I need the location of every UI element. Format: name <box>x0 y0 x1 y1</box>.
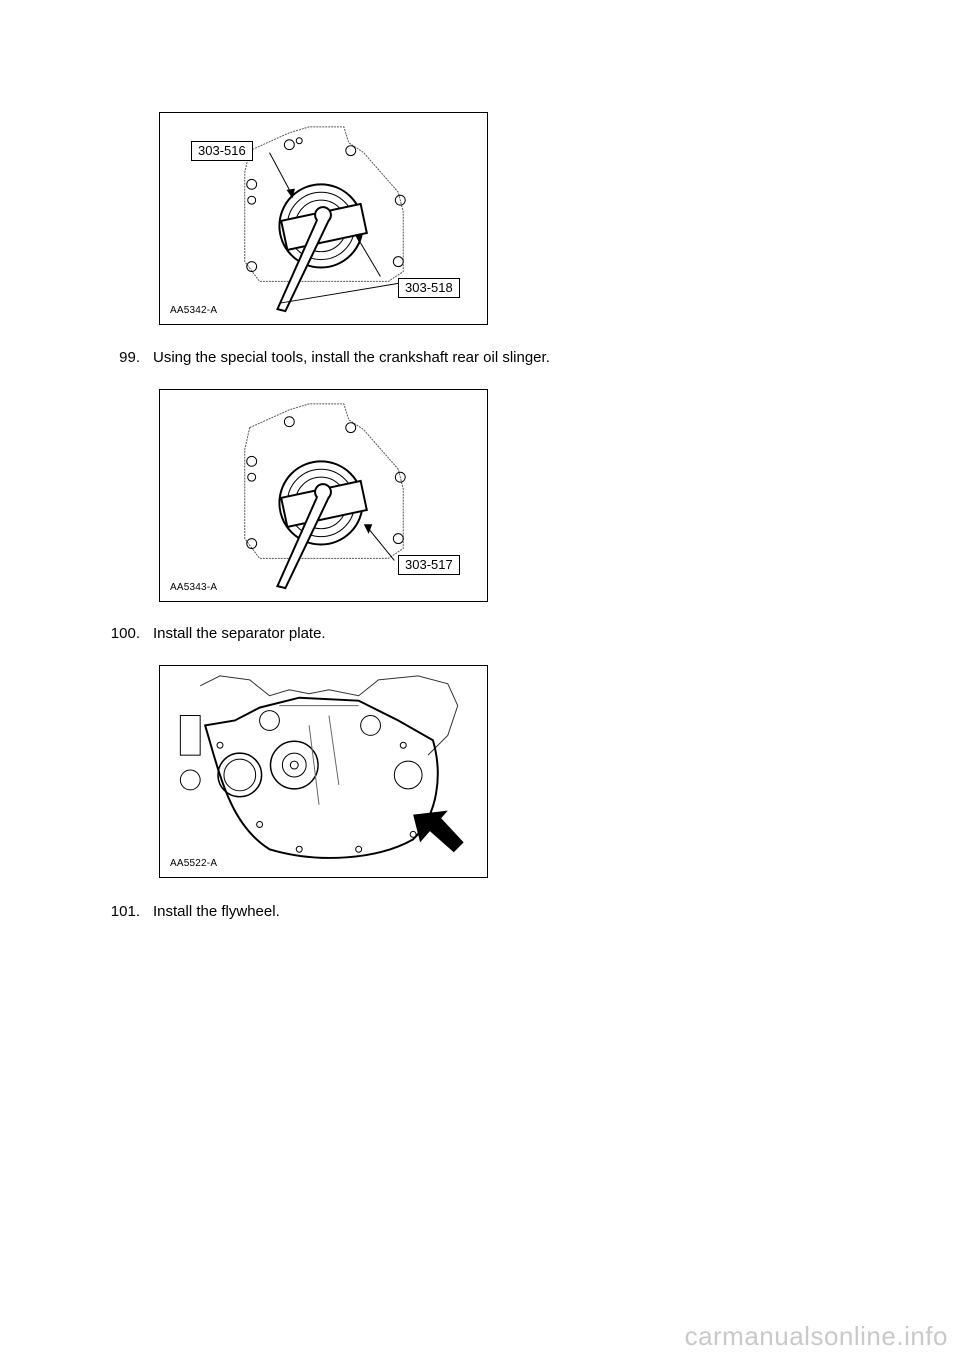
step-text: Using the special tools, install the crankshaft rear oil slinger. <box>153 349 550 366</box>
callout-label: 303-518 <box>398 278 460 298</box>
step-number: 100. <box>110 625 140 642</box>
step-number: 99. <box>119 349 140 366</box>
figure-id: AA5343-A <box>170 582 218 593</box>
figure-aa5343 <box>159 389 488 602</box>
figure-id: AA5342-A <box>170 305 218 316</box>
separator-plate-drawing <box>160 666 487 877</box>
step-text: Install the flywheel. <box>153 903 280 920</box>
callout-label: 303-517 <box>398 555 460 575</box>
callout-label: 303-516 <box>191 141 253 161</box>
figure-aa5342 <box>159 112 488 325</box>
figure-id: AA5522-A <box>170 858 218 869</box>
step-number: 101. <box>110 903 140 920</box>
site-watermark: carmanualsonline.info <box>684 1321 948 1351</box>
figure-aa5522 <box>159 665 488 878</box>
step-text: Install the separator plate. <box>153 625 326 642</box>
